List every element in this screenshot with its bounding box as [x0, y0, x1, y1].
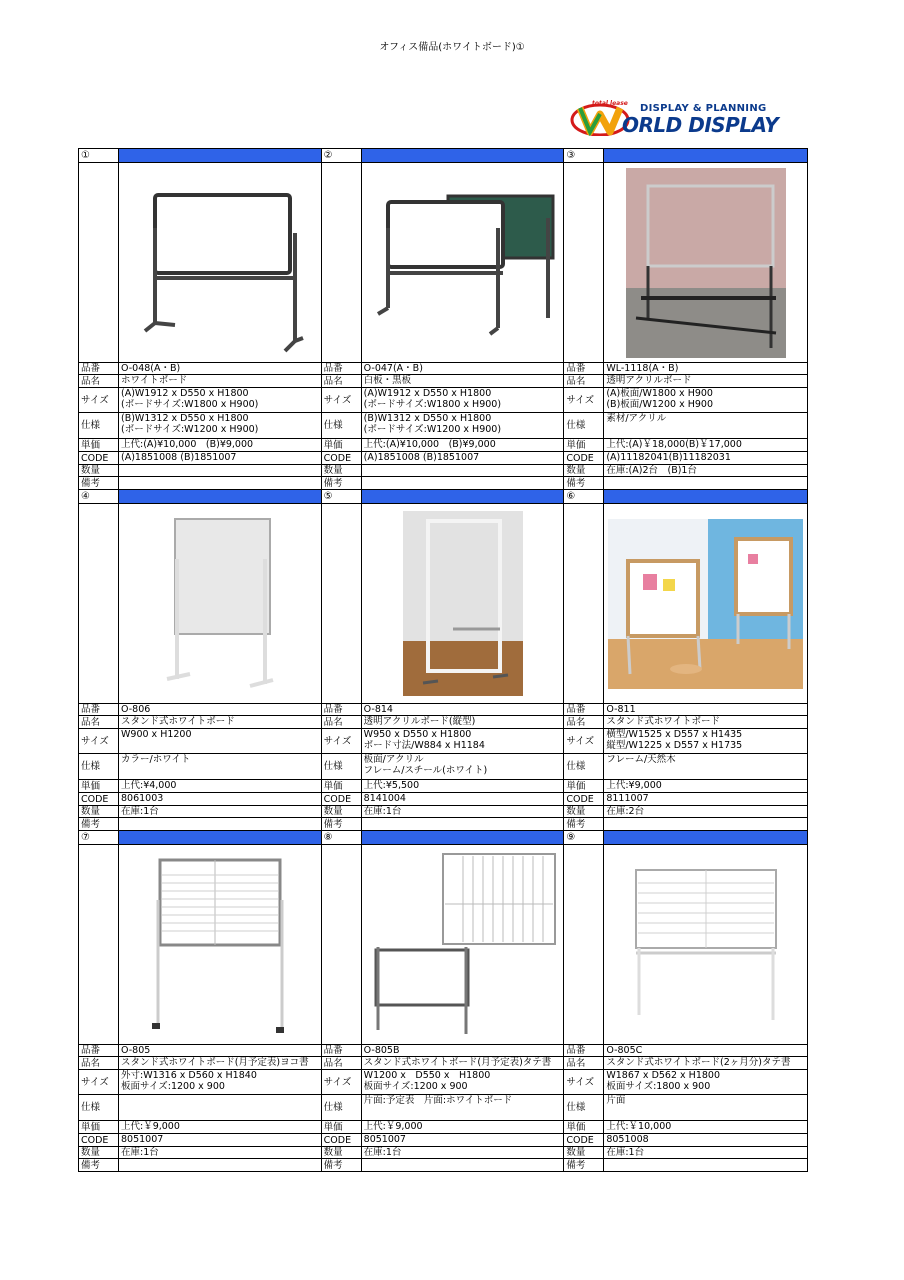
- tanka-value: 上代:￥9,000: [121, 1121, 180, 1132]
- item-number: ⑤: [322, 490, 362, 503]
- field-label: 仕様: [564, 413, 604, 438]
- field-label: 備考: [322, 1159, 362, 1171]
- field-label: 品番: [322, 363, 362, 374]
- field-label: 数量: [564, 465, 604, 476]
- field-label: サイズ: [564, 1070, 604, 1094]
- shiyou-value: [119, 1095, 321, 1120]
- item-number: ④: [79, 490, 119, 503]
- code-value: 8061003: [121, 793, 164, 804]
- shiyou-value: 板面/アクリル フレーム/スチール(ホワイト): [363, 754, 488, 776]
- hinmei-value: ホワイトボード: [121, 375, 188, 386]
- hinban-value: O-805B: [363, 1045, 400, 1056]
- field-label: 備考: [564, 818, 604, 830]
- field-label: 品名: [564, 716, 604, 728]
- field-label: 備考: [79, 477, 119, 489]
- field-label: 単価: [564, 439, 604, 451]
- field-label: サイズ: [79, 729, 119, 753]
- field-label: 単価: [322, 439, 362, 451]
- tanka-value: 上代:¥4,000: [121, 780, 177, 791]
- field-label: 品番: [322, 704, 362, 715]
- size-value: W950 x D550 x H1800 ボード寸法/W884 x H1184: [363, 729, 485, 751]
- field-label: 仕様: [564, 1095, 604, 1120]
- field-label: サイズ: [322, 388, 362, 412]
- product-card: [322, 831, 565, 1171]
- tanka-value: 上代:(A)¥10,000 (B)¥9,000: [363, 439, 496, 450]
- hinmei-value: スタンド式ホワイトボード(月予定表)タテ書: [363, 1057, 552, 1068]
- code-value: (A)1851008 (B)1851007: [121, 452, 237, 463]
- field-label: CODE: [322, 1134, 362, 1146]
- tanka-value: 上代:¥9,000: [606, 780, 662, 791]
- field-label: サイズ: [322, 729, 362, 753]
- code-value: 8051008: [606, 1134, 649, 1145]
- tanka-value: 上代:¥5,500: [363, 780, 420, 791]
- company-logo: [570, 100, 806, 140]
- field-label: CODE: [79, 793, 119, 805]
- field-label: 品番: [79, 1045, 119, 1056]
- field-label: CODE: [564, 452, 604, 464]
- biko-value: [119, 818, 321, 830]
- item-number: ⑨: [564, 831, 604, 844]
- tanka-value: 上代:￥10,000: [606, 1121, 672, 1132]
- hinban-value: O-047(A・B): [363, 363, 423, 374]
- biko-value: [119, 1159, 321, 1171]
- shiyou-value: カラー/ホワイト: [121, 754, 191, 765]
- tanka-value: 上代:(A)￥18,000(B)￥17,000: [606, 439, 742, 450]
- product-image: [119, 504, 321, 703]
- field-label: 品名: [564, 375, 604, 387]
- product-image: [604, 504, 807, 703]
- code-value: 8111007: [606, 793, 649, 804]
- tanka-value: 上代:￥9,000: [363, 1121, 423, 1132]
- product-image: [119, 163, 321, 362]
- suryo-value: 在庫:(A)2台 (B)1台: [606, 465, 697, 476]
- biko-value: [604, 477, 807, 489]
- field-label: CODE: [564, 793, 604, 805]
- field-label: 品番: [564, 363, 604, 374]
- field-label: 備考: [322, 477, 362, 489]
- suryo-value: [362, 465, 564, 476]
- field-label: 単価: [79, 1121, 119, 1133]
- band-1: [79, 149, 807, 490]
- code-value: 8141004: [363, 793, 406, 804]
- product-card: [564, 490, 807, 830]
- product-card: [79, 831, 322, 1171]
- shiyou-value: (B)W1312 x D550 x H1800 (ボードサイズ:W1200 x H900): [363, 413, 502, 435]
- item-number: ⑥: [564, 490, 604, 503]
- shiyou-value: 片面:予定表 片面:ホワイトボード: [363, 1095, 513, 1106]
- logo-wordmark: ORLD DISPLAY: [622, 113, 779, 137]
- field-label: 品名: [564, 1057, 604, 1069]
- product-card: [79, 490, 322, 830]
- item-number: ⑦: [79, 831, 119, 844]
- suryo-value: 在庫:1台: [363, 806, 402, 817]
- field-label: 備考: [322, 818, 362, 830]
- suryo-value: 在庫:1台: [363, 1147, 402, 1158]
- field-label: CODE: [564, 1134, 604, 1146]
- item-number: ②: [322, 149, 362, 162]
- field-label: 数量: [564, 806, 604, 817]
- hinmei-value: 透明アクリルボード(縦型): [363, 716, 476, 727]
- hinmei-value: 白板・黒板: [363, 375, 412, 386]
- product-sheet: [78, 148, 808, 1172]
- size-value: 横型/W1525 x D557 x H1435 縦型/W1225 x D557 x H1735: [606, 729, 743, 751]
- shiyou-value: 片面: [606, 1095, 626, 1106]
- item-number: ⑧: [322, 831, 362, 844]
- field-label: 品番: [322, 1045, 362, 1056]
- field-label: 品名: [322, 716, 362, 728]
- product-image: [362, 163, 564, 362]
- size-value: (A)W1912 x D550 x H1800 (ボードサイズ:W1800 x H900): [363, 388, 502, 410]
- size-value: W1200 x D550 x H1800 板面サイズ:1200 x 900: [363, 1070, 491, 1092]
- page-title: オフィス備品(ホワイトボード)①: [379, 42, 525, 53]
- band-2: [79, 490, 807, 831]
- biko-value: [362, 1159, 564, 1171]
- field-label: 数量: [322, 806, 362, 817]
- field-label: 数量: [79, 465, 119, 476]
- size-value: 外寸:W1316 x D560 x H1840 板面サイズ:1200 x 900: [121, 1070, 257, 1092]
- field-label: 品名: [322, 1057, 362, 1069]
- product-card: [322, 490, 565, 830]
- code-value: (A)11182041(B)11182031: [606, 452, 731, 463]
- tanka-value: 上代:(A)¥10,000 (B)¥9,000: [121, 439, 254, 450]
- code-value: (A)1851008 (B)1851007: [363, 452, 480, 463]
- logo-small-text: total lease: [592, 100, 628, 107]
- field-label: 品名: [79, 1057, 119, 1069]
- field-label: サイズ: [564, 729, 604, 753]
- logo-tagline: DISPLAY & PLANNING: [640, 103, 767, 114]
- field-label: 仕様: [322, 1095, 362, 1120]
- field-label: サイズ: [79, 1070, 119, 1094]
- field-label: サイズ: [79, 388, 119, 412]
- field-label: 仕様: [79, 754, 119, 779]
- field-label: 仕様: [79, 413, 119, 438]
- product-image: [604, 163, 807, 362]
- shiyou-value: (B)W1312 x D550 x H1800 (ボードサイズ:W1200 x H900): [121, 413, 259, 435]
- product-image: [119, 845, 321, 1044]
- field-label: 品名: [79, 375, 119, 387]
- logo-w-icon: [570, 102, 630, 136]
- hinban-value: O-805C: [606, 1045, 643, 1056]
- field-label: 数量: [322, 465, 362, 476]
- field-label: 仕様: [564, 754, 604, 779]
- hinban-value: O-805: [121, 1045, 151, 1056]
- field-label: 単価: [564, 1121, 604, 1133]
- shiyou-value: フレーム/天然木: [606, 754, 676, 765]
- field-label: 仕様: [79, 1095, 119, 1120]
- biko-value: [362, 818, 564, 830]
- field-label: サイズ: [564, 388, 604, 412]
- item-number: ③: [564, 149, 604, 162]
- hinmei-value: スタンド式ホワイトボード(月予定表)ヨコ書: [121, 1057, 309, 1068]
- product-card: [322, 149, 565, 489]
- suryo-value: 在庫:1台: [606, 1147, 645, 1158]
- size-value: W900 x H1200: [121, 729, 192, 740]
- biko-value: [119, 477, 321, 489]
- field-label: 品番: [79, 704, 119, 715]
- item-number: ①: [79, 149, 119, 162]
- field-label: 数量: [79, 1147, 119, 1158]
- field-label: 単価: [79, 439, 119, 451]
- hinban-value: O-806: [121, 704, 151, 715]
- suryo-value: 在庫:1台: [121, 806, 159, 817]
- biko-value: [604, 818, 807, 830]
- field-label: 単価: [564, 780, 604, 792]
- biko-value: [362, 477, 564, 489]
- field-label: 数量: [79, 806, 119, 817]
- suryo-value: [119, 465, 321, 476]
- product-card: [564, 831, 807, 1171]
- shiyou-value: 素材/アクリル: [606, 413, 667, 424]
- field-label: 品名: [322, 375, 362, 387]
- hinban-value: WL-1118(A・B): [606, 363, 679, 374]
- field-label: 品番: [564, 1045, 604, 1056]
- field-label: 備考: [564, 477, 604, 489]
- field-label: 品番: [79, 363, 119, 374]
- field-label: サイズ: [322, 1070, 362, 1094]
- field-label: CODE: [322, 793, 362, 805]
- field-label: CODE: [322, 452, 362, 464]
- field-label: CODE: [79, 452, 119, 464]
- field-label: 品名: [79, 716, 119, 728]
- suryo-value: 在庫:2台: [606, 806, 645, 817]
- field-label: 備考: [79, 1159, 119, 1171]
- field-label: 仕様: [322, 754, 362, 779]
- hinban-value: O-814: [363, 704, 393, 715]
- product-image: [604, 845, 807, 1044]
- hinban-value: O-048(A・B): [121, 363, 181, 374]
- hinban-value: O-811: [606, 704, 636, 715]
- biko-value: [604, 1159, 807, 1171]
- hinmei-value: スタンド式ホワイトボード(2ヶ月分)タテ書: [606, 1057, 791, 1068]
- field-label: 品番: [564, 704, 604, 715]
- field-label: 数量: [322, 1147, 362, 1158]
- field-label: CODE: [79, 1134, 119, 1146]
- field-label: 備考: [79, 818, 119, 830]
- code-value: 8051007: [363, 1134, 406, 1145]
- suryo-value: 在庫:1台: [121, 1147, 159, 1158]
- field-label: 数量: [564, 1147, 604, 1158]
- product-image: [362, 504, 564, 703]
- code-value: 8051007: [121, 1134, 164, 1145]
- band-3: [79, 831, 807, 1171]
- product-image: [362, 845, 564, 1044]
- field-label: 仕様: [322, 413, 362, 438]
- size-value: (A)W1912 x D550 x H1800 (ボードサイズ:W1800 x H900): [121, 388, 259, 410]
- field-label: 単価: [79, 780, 119, 792]
- hinmei-value: スタンド式ホワイトボード: [121, 716, 235, 727]
- size-value: W1867 x D562 x H1800 板面サイズ:1800 x 900: [606, 1070, 721, 1092]
- product-card: [564, 149, 807, 489]
- field-label: 単価: [322, 1121, 362, 1133]
- size-value: (A)板面/W1800 x H900 (B)板面/W1200 x H900: [606, 388, 713, 410]
- field-label: 単価: [322, 780, 362, 792]
- hinmei-value: スタンド式ホワイトボード: [606, 716, 721, 727]
- field-label: 備考: [564, 1159, 604, 1171]
- product-card: [79, 149, 322, 489]
- hinmei-value: 透明アクリルボード: [606, 375, 692, 386]
